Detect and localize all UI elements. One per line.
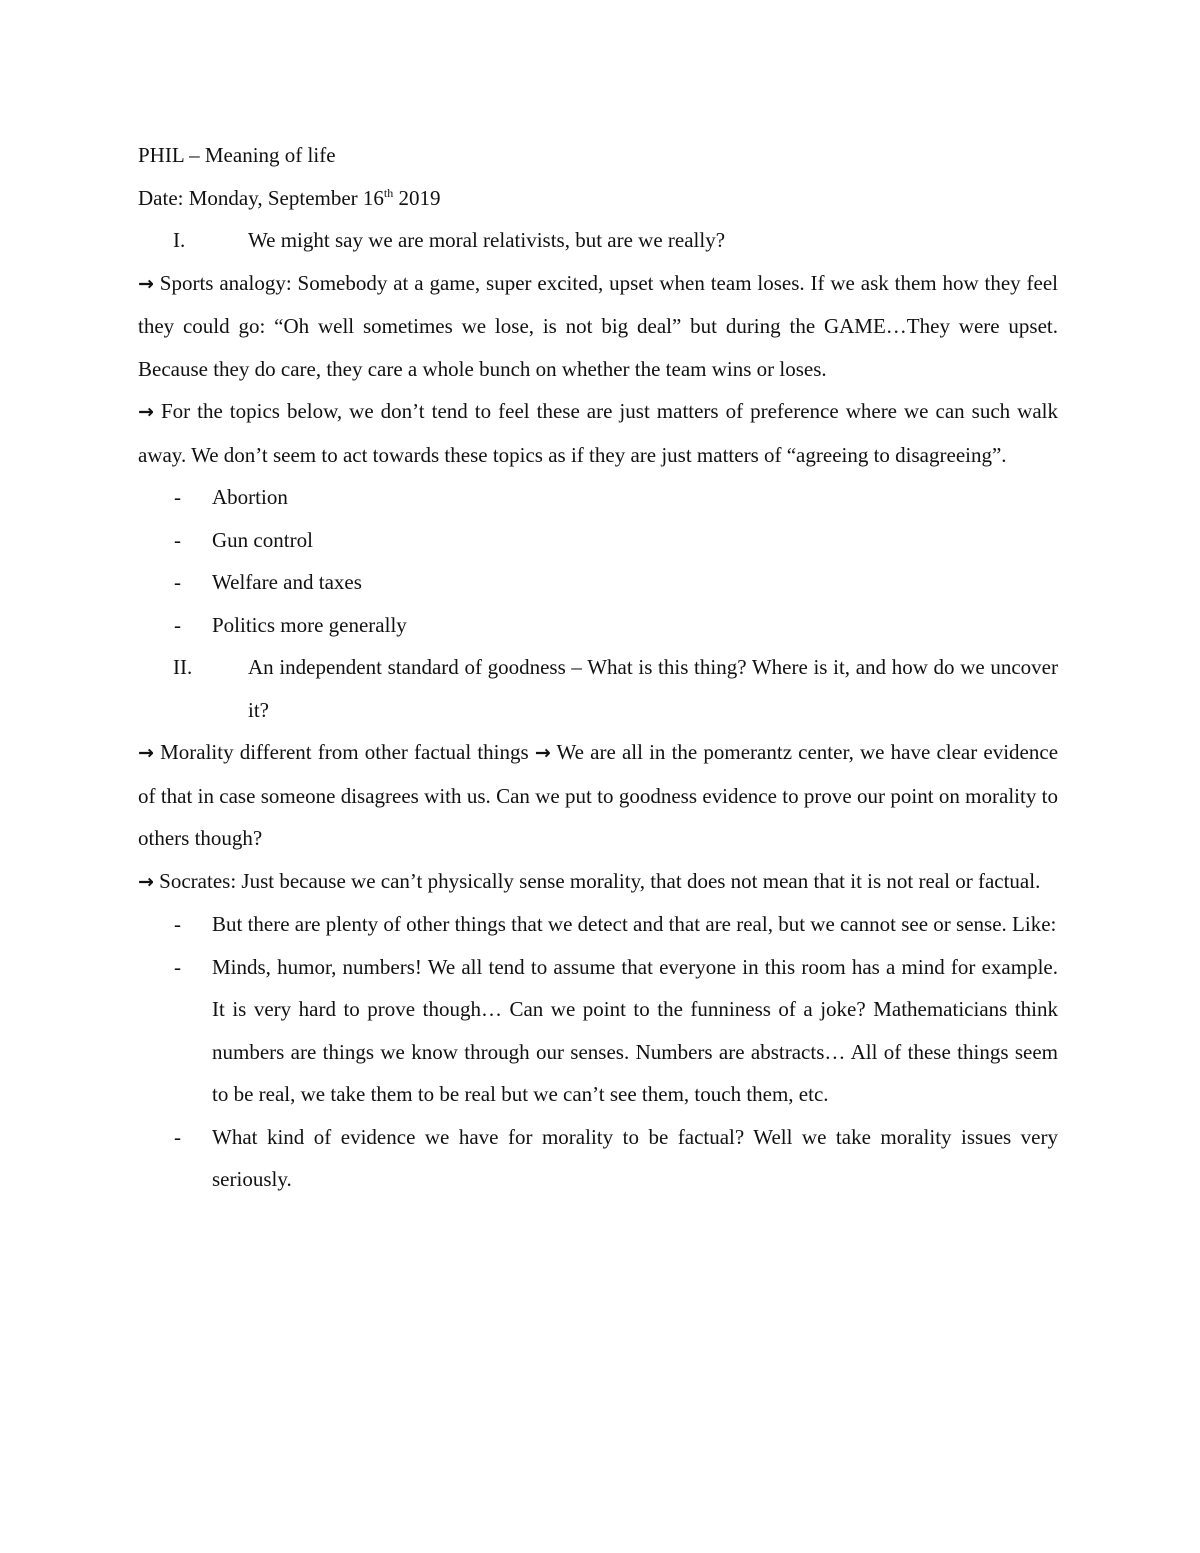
topic-list-item [138,604,1058,647]
dash-bullet: - [174,954,181,979]
date-prefix: Date: Monday, September 16 [138,185,384,210]
document-title [138,134,1058,177]
section-2-heading-text: An independent standard of goodness – What is this thing? Where is it, and how do we uncover it? [248,655,1058,722]
morality-text-b: We are all in the pomerantz center, we have clear evidence of that in case someone disagrees with us. Can we put to goodness evidence to prove our point on morality to others though? [138,740,1059,850]
dash-bullet: - [174,612,181,637]
topic-list-item [138,561,1058,604]
document-date [138,177,1058,220]
sports-analogy-text: Sports analogy: Somebody at a game, super excited, upset when team loses. If we ask them how they feel they could go: “Oh well sometimes we lose, is not big deal” but during the GAME…They were upset. Because they do care, they care a whole bunch on whether the team wins or loses. [138,270,1059,381]
topic-list-item [138,519,1058,562]
argument-text: But there are plenty of other things that we detect and that are real, but we cannot see or sense. Like: [212,912,1057,936]
arrow-icon: → [138,870,154,893]
section-1-number: I. [173,228,186,252]
topic-text: Abortion [212,485,288,509]
topic-text: Welfare and taxes [212,570,362,594]
argument-list-item [138,1116,1058,1201]
dash-bullet: - [174,1124,181,1149]
argument-text: Minds, humor, numbers! We all tend to assume that everyone in this room has a mind for example. It is very hard to prove though… Can we point to the funniness of a joke? Mathematicians think numbers are things we know through our senses. Numbers are abstracts… All of these things seem to be real, we take them to be real but we can’t see them, touch them, etc. [212,954,1058,1106]
morality-paragraph [138,731,1058,860]
argument-text: What kind of evidence we have for morality to be factual? Well we take morality issues very seriously. [212,1124,1058,1191]
dash-bullet: - [174,527,181,552]
topics-paragraph [138,390,1058,476]
socrates-paragraph [138,860,1058,904]
section-2-heading [138,646,1058,731]
topic-list-item [138,476,1058,519]
section-1-heading-text: We might say we are moral relativists, but are we really? [248,228,726,252]
arrow-icon: → [138,401,154,423]
dash-bullet: - [174,485,181,509]
topic-text: Politics more generally [212,612,407,637]
socrates-text: Socrates: Just because we can’t physically sense morality, that does not mean that it is not real or factual. [159,868,1041,893]
title-text: PHIL – Meaning of life [138,143,336,167]
sports-analogy-paragraph [138,262,1058,391]
dash-bullet: - [174,912,181,936]
dash-bullet: - [174,570,181,594]
section-2-number: II. [173,655,193,679]
topics-text: For the topics below, we don’t tend to feel these are just matters of preference where we can such walk away. We don’t seem to act towards these topics as if they are just matters of “agreeing to disagreeing”. [138,399,1058,467]
arrow-icon: → [138,742,154,764]
arrow-icon: → [534,742,551,764]
morality-text-a: Morality different from other factual things [160,740,529,764]
date-year: 2019 [393,185,441,210]
topic-text: Gun control [212,527,313,552]
document-body [138,134,1058,1201]
argument-list-item [138,903,1058,946]
section-1-heading [138,219,1058,262]
date-ordinal: th [383,185,394,200]
argument-list-item [138,946,1058,1116]
arrow-icon: → [138,272,154,295]
